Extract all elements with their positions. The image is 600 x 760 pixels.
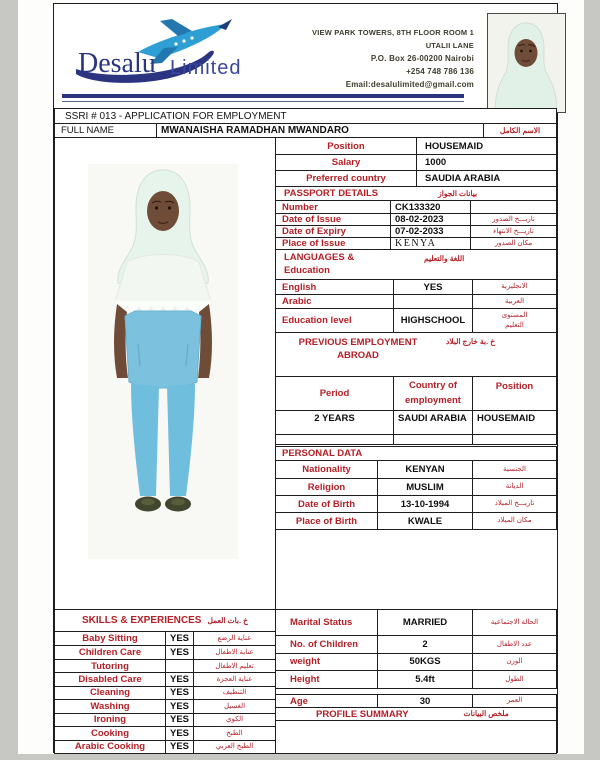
religion-label: Religion <box>307 481 346 493</box>
washing-label: Washing <box>90 700 130 712</box>
date-of-birth-label: Date of Birth <box>298 498 355 510</box>
skill-row-disabled-care <box>55 672 275 685</box>
arabic-language-label: Arabic <box>282 296 312 307</box>
nationality-arabic: الجنسية <box>472 461 556 478</box>
arabic-cooking-arabic: الطبخ العربي <box>193 741 275 753</box>
arabic-language-value <box>393 295 472 308</box>
age-label: Age <box>290 695 308 707</box>
field-row-date-of-expiry <box>276 225 556 237</box>
passport-photo-image <box>488 14 565 112</box>
place-of-birth-label: Place of Birth <box>295 515 358 527</box>
field-row-passport-number <box>276 201 556 213</box>
religion-value: MUSLIM <box>377 479 472 495</box>
profile-summary-header <box>275 707 557 721</box>
weight-arabic: الوزن <box>472 654 556 671</box>
skill-row-ironing <box>55 713 275 726</box>
preferred-country-value: SAUDIA ARABIA <box>416 171 556 186</box>
marital-status-label: Marital Status <box>290 617 353 628</box>
address-line: VIEW PARK TOWERS, 8TH FLOOR ROOM 1 <box>312 28 474 37</box>
arabic-cooking-label: Arabic Cooking <box>74 741 146 753</box>
place-of-issue-label: Place of Issue <box>282 238 346 249</box>
skill-row-cleaning <box>55 686 275 699</box>
cleaning-label: Cleaning <box>89 687 131 699</box>
field-row-place-of-issue <box>276 237 556 249</box>
baby-sitting-arabic: عناية الرضع <box>193 632 275 645</box>
full-name-row <box>54 123 557 138</box>
baby-sitting-label: Baby Sitting <box>82 633 138 645</box>
height-arabic: الطول <box>472 671 556 688</box>
previous-employment-table <box>275 376 557 445</box>
field-row-position <box>276 138 556 154</box>
position-column-header: Position <box>472 377 556 410</box>
company-name-secondary: Limited <box>170 57 242 79</box>
arabic-language-arabic: العربية <box>472 295 556 308</box>
passport-number-label: Number <box>282 201 318 213</box>
passport-number-value: CK133320 <box>390 201 470 213</box>
english-label: English <box>282 281 317 293</box>
applicant-photo-cell <box>54 137 276 610</box>
stats-table <box>275 609 557 689</box>
cooking-value: YES <box>165 727 193 739</box>
tutoring-label: Tutoring <box>91 660 129 672</box>
salary-label: Salary <box>331 157 361 168</box>
nationality-label: Nationality <box>302 464 351 475</box>
passport-number-arabic <box>470 201 556 213</box>
tutoring-arabic: تعليم الاطفال <box>193 660 275 672</box>
marital-status-value: MARRIED <box>377 610 472 635</box>
languages-section-title: LANGUAGES & Education <box>284 252 355 276</box>
education-level-label: Education level <box>282 315 352 326</box>
passport-section-title-arabic: بيانات الجواز <box>438 188 478 198</box>
date-of-birth-arabic: تاريـــخ الميلاد <box>472 496 556 512</box>
children-care-value: YES <box>165 646 193 658</box>
languages-section-title-arabic: اللغة والتعليم <box>424 254 465 263</box>
full-name-label: FULL NAME <box>61 125 114 136</box>
country-column-header: Country of employment <box>393 377 472 410</box>
applicant-full-body-photo <box>88 164 238 559</box>
languages-section-header <box>275 249 557 280</box>
skills-section-title: SKILLS & EXPERIENCES <box>82 615 202 626</box>
passport-photo <box>487 13 566 113</box>
full-name-value: MWANAISHA RAMADHAN MWANDARO <box>156 124 483 137</box>
skill-row-arabic-cooking <box>55 740 275 753</box>
place-of-issue-value: KENYA <box>390 238 470 249</box>
tutoring-value <box>165 660 193 672</box>
cooking-arabic: الطبخ <box>193 727 275 739</box>
personal-data-title: PERSONAL DATA <box>282 448 363 459</box>
field-row-marital-status <box>276 610 556 635</box>
marital-status-arabic: الحالة الاجتماعية <box>472 610 556 635</box>
previous-employment-title-arabic: خ .بة خارج البلاد <box>446 337 496 346</box>
cleaning-value: YES <box>165 687 193 699</box>
position-value: HOUSEMAID <box>416 138 556 154</box>
passport-table <box>275 200 557 250</box>
field-row-arabic-language <box>276 294 556 308</box>
skill-row-children-care <box>55 645 275 658</box>
disabled-care-value: YES <box>165 673 193 685</box>
previous-employment-column-headers <box>276 377 556 410</box>
application-form-document <box>53 3 558 753</box>
previous-employment-header <box>275 332 557 377</box>
date-of-birth-value: 13-10-1994 <box>377 496 472 512</box>
skill-row-tutoring <box>55 659 275 672</box>
date-of-issue-value: 08-02-2023 <box>390 214 470 225</box>
ironing-arabic: الكوي <box>193 714 275 726</box>
place-of-birth-value: KWALE <box>377 513 472 529</box>
place-of-birth-arabic: مكان الميلاد <box>472 513 556 529</box>
field-row-date-of-birth <box>276 495 556 512</box>
arabic-cooking-value: YES <box>165 741 193 753</box>
skill-row-cooking <box>55 726 275 739</box>
personal-data-header <box>275 446 557 461</box>
field-row-nationality <box>276 461 556 478</box>
country-value: SAUDI ARABIA <box>393 411 472 434</box>
salary-value: 1000 <box>416 155 556 170</box>
nationality-value: KENYAN <box>377 461 472 478</box>
english-arabic: الانجليزية <box>472 280 556 294</box>
personal-data-table <box>275 460 557 530</box>
children-count-value: 2 <box>377 636 472 653</box>
education-level-arabic: المستوى التعليم <box>472 309 556 332</box>
height-label: Height <box>290 674 320 686</box>
place-of-issue-arabic: مكان الصدور <box>470 238 556 249</box>
address-line: +254 748 786 136 <box>406 67 474 76</box>
profile-summary-title-arabic: ملخص البيانات <box>463 709 509 719</box>
previous-employment-row <box>276 410 556 434</box>
position-label: Position <box>327 140 365 152</box>
religion-arabic: الديانة <box>472 479 556 495</box>
baby-sitting-value: YES <box>165 632 193 645</box>
children-care-label: Children Care <box>78 647 142 659</box>
date-of-expiry-label: Date of Expiry <box>282 226 346 237</box>
field-row-education-level <box>276 308 556 332</box>
previous-employment-title: PREVIOUS EMPLOYMENT ABROAD <box>298 337 418 362</box>
field-row-date-of-issue <box>276 213 556 225</box>
skill-row-washing <box>55 699 275 712</box>
age-arabic: العمر <box>472 695 556 707</box>
field-row-preferred-country <box>276 170 556 186</box>
field-row-children-count <box>276 635 556 653</box>
skills-section-title-arabic: خ .بات العمل <box>207 615 248 625</box>
previous-employment-empty-row <box>276 434 556 444</box>
weight-value: 50KGS <box>377 654 472 671</box>
field-row-height <box>276 670 556 688</box>
weight-label: weight <box>290 656 321 668</box>
skills-section-header <box>54 609 276 632</box>
period-value: 2 YEARS <box>314 413 355 424</box>
washing-arabic: الغسيل <box>193 700 275 712</box>
preferred-country-label: Preferred country <box>306 173 386 184</box>
date-of-expiry-arabic: تاريـــخ الانتهاء <box>470 226 556 237</box>
children-count-label: No. of Children <box>290 638 359 650</box>
cooking-label: Cooking <box>91 727 129 739</box>
date-of-issue-label: Date of Issue <box>282 214 342 225</box>
date-of-expiry-value: 07-02-2033 <box>390 226 470 237</box>
company-name-primary: Desalu <box>78 48 156 79</box>
age-row <box>275 694 557 708</box>
date-of-issue-arabic: تاريـــخ الصدور <box>470 214 556 225</box>
education-level-value: HIGHSCHOOL <box>393 309 472 332</box>
height-value: 5.4ft <box>377 671 472 688</box>
address-line: UTALII LANE <box>425 41 474 50</box>
field-row-english <box>276 280 556 294</box>
form-title-row <box>54 108 557 124</box>
form-title: SSRI # 013 - APPLICATION FOR EMPLOYMENT <box>65 110 287 122</box>
header-divider-rule <box>62 94 464 102</box>
languages-table <box>275 279 557 333</box>
field-row-religion <box>276 478 556 495</box>
disabled-care-label: Disabled Care <box>78 674 142 686</box>
period-column-header: Period <box>319 388 350 399</box>
profile-summary-title: PROFILE SUMMARY <box>316 708 409 720</box>
email-line: Email:desalulimited@gmail.com <box>345 80 474 89</box>
field-row-weight <box>276 653 556 671</box>
disabled-care-arabic: عناية العجزة <box>193 673 275 685</box>
field-row-place-of-birth <box>276 512 556 529</box>
english-value: YES <box>393 280 472 294</box>
job-details-table <box>275 137 557 187</box>
ironing-label: Ironing <box>93 714 127 726</box>
field-row-salary <box>276 154 556 170</box>
age-value: 30 <box>377 695 472 707</box>
profile-summary-box <box>275 720 557 754</box>
skills-table <box>54 631 276 754</box>
cleaning-arabic: التنظيف <box>193 687 275 699</box>
letterhead <box>54 4 557 108</box>
passport-section-title: PASSPORT DETAILS <box>284 188 379 199</box>
washing-value: YES <box>165 700 193 712</box>
full-name-label-arabic: الاسم الكامل <box>483 124 556 137</box>
children-count-arabic: عدد الاطفال <box>472 636 556 653</box>
ironing-value: YES <box>165 714 193 726</box>
children-care-arabic: عناية الاطفال <box>193 646 275 658</box>
skill-row-baby-sitting <box>55 632 275 645</box>
passport-section-header <box>275 186 557 201</box>
address-line: P.O. Box 26-00200 Nairobi <box>370 54 474 63</box>
position-abroad-value: HOUSEMAID <box>472 411 556 434</box>
address-block <box>234 26 474 91</box>
